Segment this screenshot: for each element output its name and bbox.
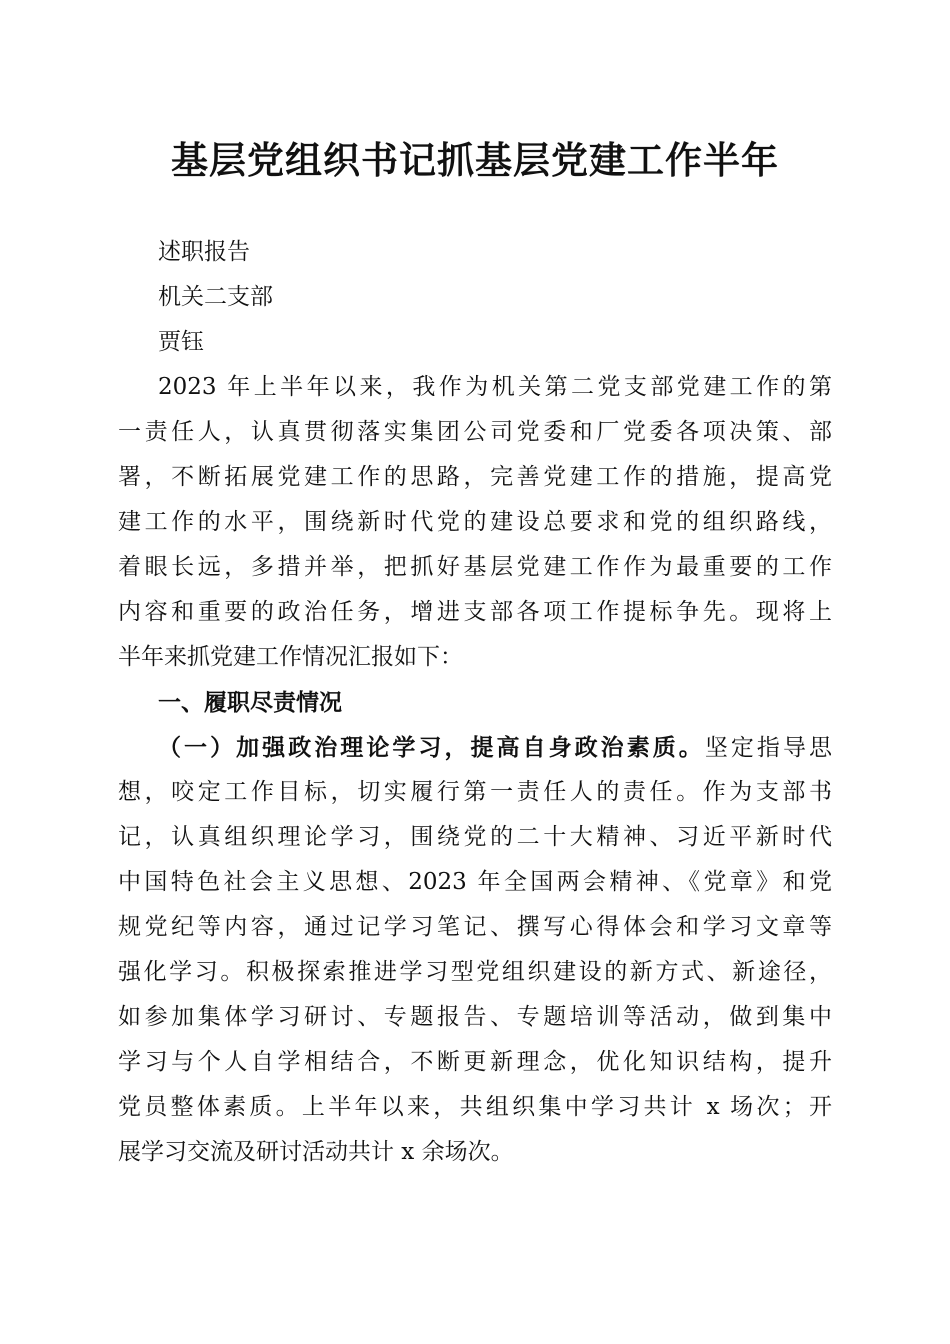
document-subtitle: 述职报告 xyxy=(158,239,250,265)
paragraph-line: 着眼长远，多措并举，把抓好基层党建工作作为最重要的工作 xyxy=(118,554,832,580)
paragraph-line: 记，认真组织理论学习，围绕党的二十大精神、习近平新时代 xyxy=(118,824,832,850)
paragraph-line xyxy=(118,725,832,770)
paragraph-line: 学习与个人自学相结合，不断更新理念，优化知识结构，提升 xyxy=(118,1049,832,1075)
subsection-paragraph xyxy=(118,725,832,1175)
paragraph-line-text: 坚定指导思 xyxy=(704,735,833,761)
paragraph-line: 半年来抓党建工作情况汇报如下： xyxy=(118,644,463,670)
paragraph-line: 2023 年上半年以来，我作为机关第二党支部党建工作的第 xyxy=(158,374,832,400)
paragraph-line: 规党纪等内容，通过记学习笔记、撰写心得体会和学习文章等 xyxy=(118,914,832,940)
paragraph-line: 一责任人，认真贯彻落实集团公司党委和厂党委各项决策、部 xyxy=(118,419,832,445)
paragraph-line: 强化学习。积极探索推进学习型党组织建设的新方式、新途径， xyxy=(118,959,832,985)
subsection-heading: （一）加强政治理论学习，提高自身政治素质。 xyxy=(158,734,705,761)
paragraph-line: 建工作的水平，围绕新时代党的建设总要求和党的组织路线， xyxy=(118,509,832,535)
paragraph-line: 展学习交流及研讨活动共计 x 余场次。 xyxy=(118,1139,514,1165)
document-title: 基层党组织书记抓基层党建工作半年 xyxy=(171,138,779,182)
document-author: 贾钰 xyxy=(158,329,204,355)
document-body xyxy=(118,230,832,1175)
intro-paragraph xyxy=(118,365,832,680)
paragraph-line: 党员整体素质。上半年以来，共组织集中学习共计 x 场次；开 xyxy=(118,1094,832,1120)
paragraph-line: 署，不断拓展党建工作的思路，完善党建工作的措施，提高党 xyxy=(118,464,832,490)
paragraph-line: 如参加集体学习研讨、专题报告、专题培训等活动，做到集中 xyxy=(118,1004,832,1030)
document-unit: 机关二支部 xyxy=(158,284,273,310)
paragraph-line: 中国特色社会主义思想、2023 年全国两会精神、《党章》和党 xyxy=(118,869,832,895)
paragraph-line: 想，咬定工作目标，切实履行第一责任人的责任。作为支部书 xyxy=(118,779,832,805)
paragraph-line: 内容和重要的政治任务，增进支部各项工作提标争先。现将上 xyxy=(118,599,832,625)
section-heading: 一、履职尽责情况 xyxy=(158,689,342,716)
